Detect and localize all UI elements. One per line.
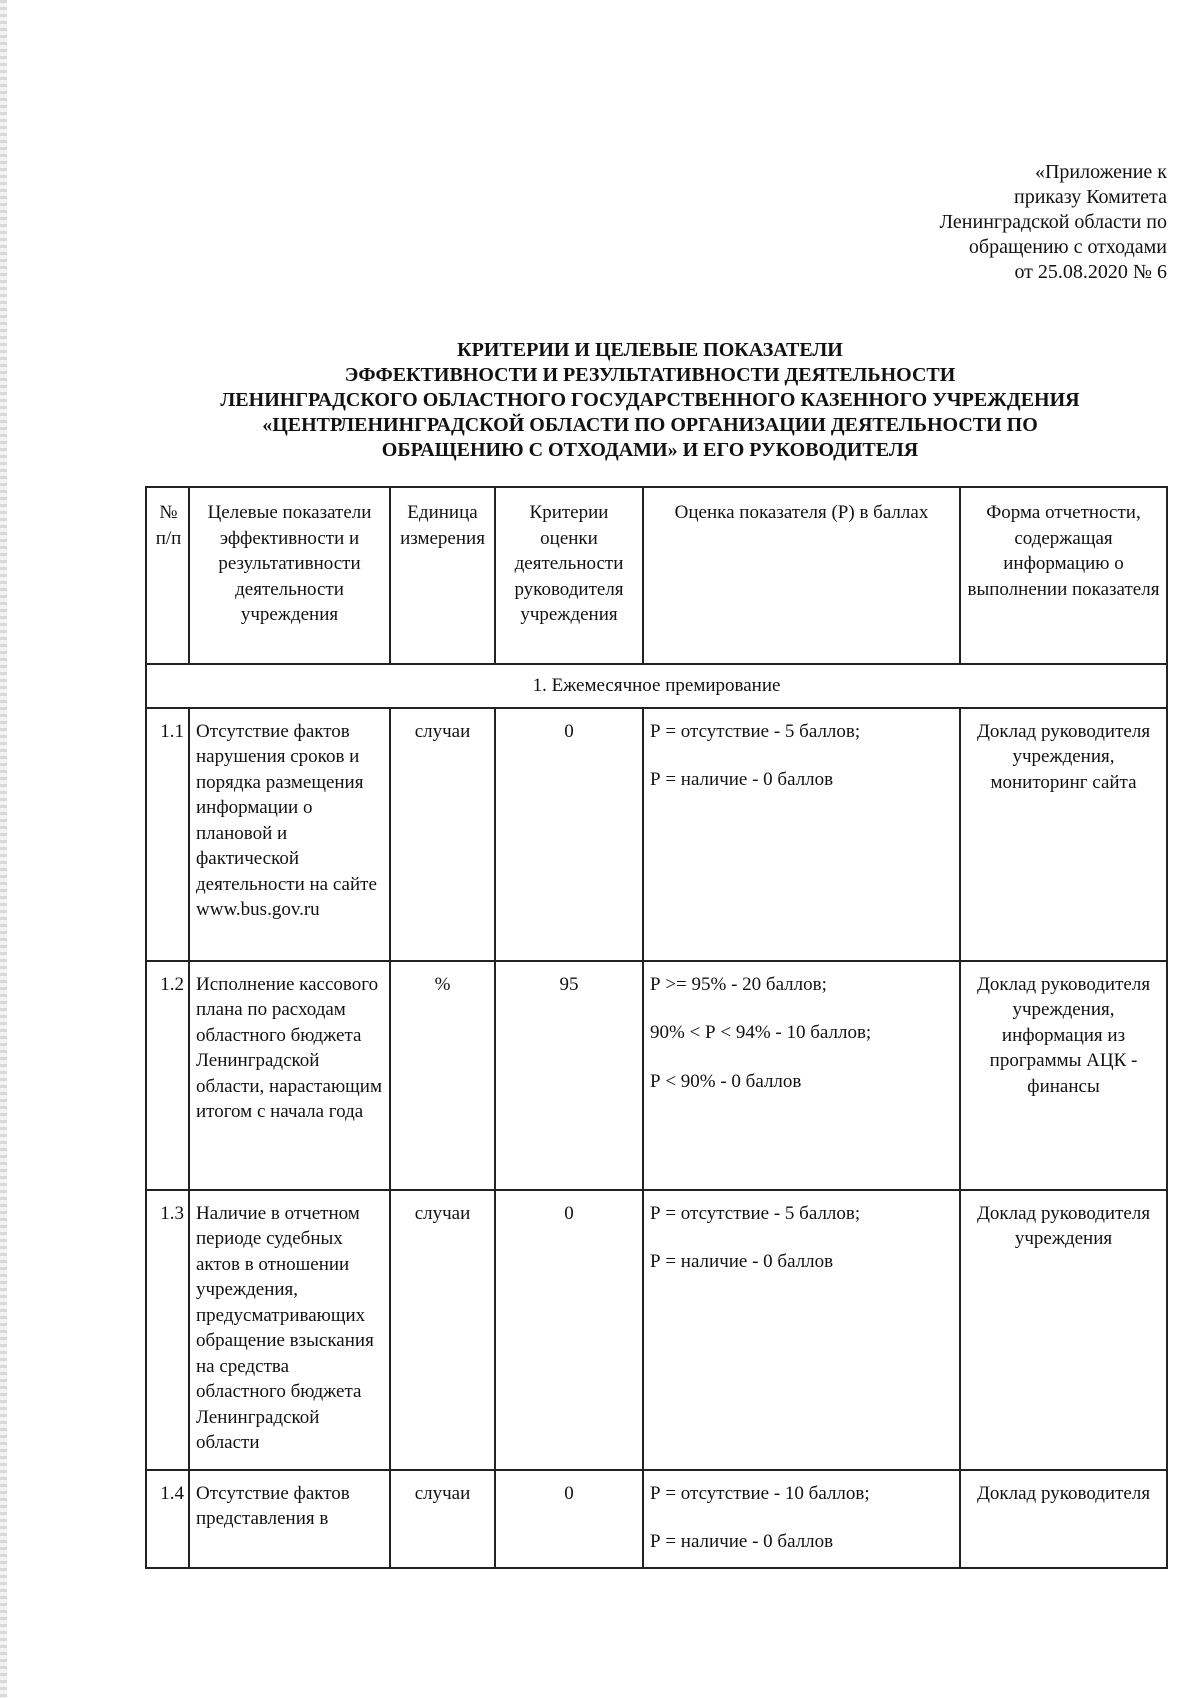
score-line: Р = отсутствие - 10 баллов; (650, 1482, 870, 1504)
header-criteria: Критерии оценки деятельности руководителя учреждения (495, 487, 643, 664)
title-line: ЛЕНИНГРАДСКОГО ОБЛАСТНОГО ГОСУДАРСТВЕННОГО КАЗЕННОГО УЧРЕЖДЕНИЯ (220, 389, 1080, 411)
row-number: 1.4 (146, 1470, 189, 1568)
section-row (146, 664, 1167, 708)
row-indicator: Отсутствие фактов нарушения сроков и порядка размещения информации о плановой и фактической деятельности на сайте www.bus.gov.ru (189, 708, 390, 961)
row-number: 1.1 (146, 708, 189, 961)
row-report-form: Доклад руководителя учреждения, информация из программы АЦК - финансы (960, 961, 1167, 1190)
document-title (150, 338, 1150, 463)
scan-edge (0, 0, 7, 1698)
title-line: ОБРАЩЕНИЮ С ОТХОДАМИ» И ЕГО РУКОВОДИТЕЛЯ (381, 439, 919, 461)
table-row (146, 1190, 1167, 1470)
header-indicator: Целевые показатели эффективности и результативности деятельности учреждения (189, 487, 390, 664)
row-score (643, 1470, 960, 1568)
header-unit: Единица измерения (390, 487, 495, 664)
table-row (146, 1470, 1167, 1568)
appendix-note (837, 160, 1167, 285)
row-criteria-value: 95 (495, 961, 643, 1190)
score-line: Р = наличие - 0 баллов (650, 769, 834, 790)
row-number: 1.3 (146, 1190, 189, 1470)
row-report-form: Доклад руководителя (960, 1470, 1167, 1568)
row-indicator: Наличие в отчетном периоде судебных актов в отношении учреждения, предусматривающих обращение взыскания на средства областного бюджета Ленинградской области (189, 1190, 390, 1470)
row-report-form: Доклад руководителя учреждения (960, 1190, 1167, 1470)
appendix-line: «Приложение к (1034, 161, 1167, 183)
title-line: ЭФФЕКТИВНОСТИ И РЕЗУЛЬТАТИВНОСТИ ДЕЯТЕЛЬНОСТИ (344, 364, 956, 386)
appendix-line: приказу Комитета (1014, 186, 1167, 208)
row-score (643, 961, 960, 1190)
appendix-line: обращению с отходами (968, 236, 1167, 258)
row-unit: % (390, 961, 495, 1190)
header-score: Оценка показателя (Р) в баллах (643, 487, 960, 664)
table-header-row (146, 487, 1167, 664)
row-unit: случаи (390, 708, 495, 961)
header-report: Форма отчетности, содержащая информацию о выполнении показателя (960, 487, 1167, 664)
row-score (643, 1190, 960, 1470)
score-line: Р < 90% - 0 баллов (650, 1070, 802, 1092)
score-line: Р >= 95% - 20 баллов; (650, 973, 827, 995)
score-line: 90% < Р < 94% - 10 баллов; (650, 1022, 872, 1043)
appendix-line: от 25.08.2020 № 6 (1014, 261, 1167, 283)
row-unit: случаи (390, 1190, 495, 1470)
table-row (146, 708, 1167, 961)
score-line: Р = наличие - 0 баллов (650, 1531, 834, 1552)
row-report-form: Доклад руководителя учреждения, мониторинг сайта (960, 708, 1167, 961)
row-criteria-value: 0 (495, 1190, 643, 1470)
score-line: Р = отсутствие - 5 баллов; (650, 720, 861, 742)
criteria-table (145, 486, 1168, 1569)
score-line: Р = наличие - 0 баллов (650, 1251, 834, 1272)
score-line: Р = отсутствие - 5 баллов; (650, 1202, 861, 1224)
appendix-line: Ленинградской области по (939, 211, 1167, 233)
table-row (146, 961, 1167, 1190)
header-no: № п/п (146, 487, 189, 664)
section-title: 1. Ежемесячное премирование (146, 664, 1167, 708)
title-line: «ЦЕНТРЛЕНИНГРАДСКОЙ ОБЛАСТИ ПО ОРГАНИЗАЦИИ ДЕЯТЕЛЬНОСТИ ПО (262, 414, 1038, 436)
row-indicator: Отсутствие фактов представления в (189, 1470, 390, 1568)
row-unit: случаи (390, 1470, 495, 1568)
row-criteria-value: 0 (495, 1470, 643, 1568)
row-number: 1.2 (146, 961, 189, 1190)
row-score (643, 708, 960, 961)
title-line: КРИТЕРИИ И ЦЕЛЕВЫЕ ПОКАЗАТЕЛИ (457, 339, 843, 361)
row-indicator: Исполнение кассового плана по расходам областного бюджета Ленинградской области, нарастающим итогом с начала года (189, 961, 390, 1190)
row-criteria-value: 0 (495, 708, 643, 961)
